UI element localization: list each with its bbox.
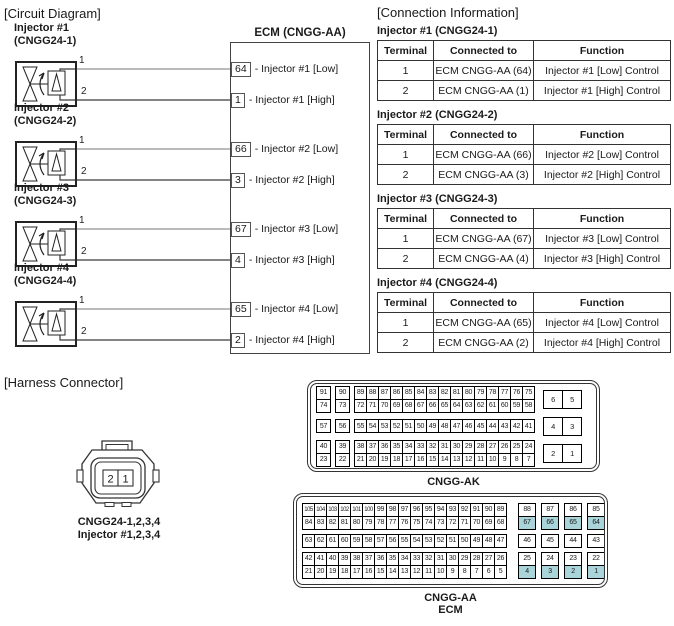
connection-information-title: [Connection Information] <box>377 5 519 20</box>
terminal-1-number: 1 <box>79 295 85 306</box>
ecm-pin-label: - Injector #4 [Low] <box>254 303 339 315</box>
pin-102: 102 <box>338 503 351 517</box>
pin-101: 101 <box>350 503 363 517</box>
pin-18: 18 <box>338 565 351 579</box>
pin-32: 32 <box>426 440 439 454</box>
pin-7: 7 <box>470 565 483 579</box>
pin-1: 1 <box>562 444 582 463</box>
pin-15: 15 <box>374 565 387 579</box>
terminal-1-number: 1 <box>79 215 85 226</box>
pin-69: 69 <box>390 399 403 413</box>
injector-2-label: Injector #2 (CNGG24-2) <box>14 102 77 127</box>
terminal-2-number: 2 <box>81 246 87 257</box>
pin-48: 48 <box>482 534 495 548</box>
pin-35: 35 <box>390 440 403 454</box>
pin-41: 41 <box>522 419 535 433</box>
pin-59: 59 <box>350 534 363 548</box>
table-heading: Injector #4 (CNGG24-4) <box>377 277 498 289</box>
pin-66: 66 <box>426 399 439 413</box>
pin-34: 34 <box>402 440 415 454</box>
pin-21: 21 <box>354 453 367 467</box>
pin-38: 38 <box>350 552 363 566</box>
injector-symbol <box>17 143 75 185</box>
pin-47: 47 <box>494 534 507 548</box>
pin-46: 46 <box>462 419 475 433</box>
table-row: 2 ECM CNGG-AA (1) Injector #1 [High] Control <box>378 81 671 101</box>
pin-83: 83 <box>426 386 439 400</box>
pin-43: 43 <box>498 419 511 433</box>
pin-58: 58 <box>522 399 535 413</box>
pin-81: 81 <box>338 516 351 530</box>
circuit-diagram-title: [Circuit Diagram] <box>4 6 101 21</box>
pin-2: 2 <box>543 444 563 463</box>
pin-103: 103 <box>326 503 339 517</box>
pin-36: 36 <box>374 552 387 566</box>
connection-table <box>377 208 671 269</box>
pin-67: 67 <box>414 399 427 413</box>
pin-5: 5 <box>562 390 582 409</box>
cngg-aa-grid <box>296 496 605 585</box>
pin-9: 9 <box>498 453 511 467</box>
pin-59: 59 <box>510 399 523 413</box>
pin-28: 28 <box>470 552 483 566</box>
pin-71: 71 <box>458 516 471 530</box>
harness-pin-1: 1 <box>122 473 129 486</box>
pin-34: 34 <box>398 552 411 566</box>
pin-77: 77 <box>386 516 399 530</box>
ecm-pin-row <box>231 61 338 77</box>
pin-29: 29 <box>458 552 471 566</box>
pin-19: 19 <box>378 453 391 467</box>
pin-45: 45 <box>474 419 487 433</box>
ecm-pin-number: 67 <box>231 222 251 237</box>
pin-22: 22 <box>335 453 350 467</box>
column-header: Terminal <box>378 209 434 229</box>
pin-92: 92 <box>458 503 471 517</box>
pin-79: 79 <box>362 516 375 530</box>
pin-26: 26 <box>494 552 507 566</box>
injector-symbol <box>17 223 75 265</box>
pin-35: 35 <box>386 552 399 566</box>
pin-14: 14 <box>438 453 451 467</box>
pin-67: 67 <box>518 516 536 530</box>
pin-65: 65 <box>564 516 582 530</box>
pin-13: 13 <box>398 565 411 579</box>
pin-45: 45 <box>541 534 559 548</box>
pin-90: 90 <box>335 386 350 400</box>
connection-table <box>377 40 671 101</box>
pin-31: 31 <box>438 440 451 454</box>
pin-86: 86 <box>390 386 403 400</box>
pin-81: 81 <box>450 386 463 400</box>
pin-2: 2 <box>564 565 582 579</box>
pin-95: 95 <box>422 503 435 517</box>
injector-4-symbol-box <box>15 301 77 347</box>
injector-3-label: Injector #3 (CNGG24-3) <box>14 182 77 207</box>
cngg-aa-sublabel: ECM <box>438 604 463 616</box>
pin-47: 47 <box>450 419 463 433</box>
column-header: Connected to <box>434 209 534 229</box>
pin-33: 33 <box>410 552 423 566</box>
connection-table-block-4 <box>377 277 670 353</box>
table-row: 2 ECM CNGG-AA (4) Injector #3 [High] Control <box>378 249 671 269</box>
table-row: 2 ECM CNGG-AA (3) Injector #2 [High] Control <box>378 165 671 185</box>
pin-6: 6 <box>482 565 495 579</box>
column-header: Function <box>534 209 671 229</box>
ecm-pin-label: - Injector #1 [Low] <box>254 63 339 75</box>
pin-72: 72 <box>446 516 459 530</box>
ecm-pin-label: - Injector #3 [Low] <box>254 223 339 235</box>
harness-pin-2: 2 <box>107 473 114 486</box>
injector-2-symbol-box <box>15 141 77 187</box>
injector-symbol <box>17 63 75 105</box>
pin-97: 97 <box>398 503 411 517</box>
table-row: 1 ECM CNGG-AA (67) Injector #3 [Low] Control <box>378 229 671 249</box>
pin-26: 26 <box>498 440 511 454</box>
pin-25: 25 <box>518 552 536 566</box>
pin-8: 8 <box>458 565 471 579</box>
pin-61: 61 <box>326 534 339 548</box>
column-header: Connected to <box>434 293 534 313</box>
pin-78: 78 <box>374 516 387 530</box>
pin-23: 23 <box>316 453 331 467</box>
pin-11: 11 <box>422 565 435 579</box>
pin-72: 72 <box>354 399 367 413</box>
ecm-title: ECM (CNGG-AA) <box>254 27 346 39</box>
pin-31: 31 <box>434 552 447 566</box>
pin-1: 1 <box>587 565 605 579</box>
pin-80: 80 <box>350 516 363 530</box>
column-header: Function <box>534 293 671 313</box>
pin-9: 9 <box>446 565 459 579</box>
pin-40: 40 <box>316 440 331 454</box>
ecm-pin-row <box>231 141 338 157</box>
pin-76: 76 <box>510 386 523 400</box>
table-row: 2 ECM CNGG-AA (2) Injector #4 [High] Control <box>378 333 671 353</box>
pin-51: 51 <box>402 419 415 433</box>
ecm-pin-number: 65 <box>231 302 251 317</box>
pin-84: 84 <box>414 386 427 400</box>
pin-84: 84 <box>302 516 315 530</box>
pin-42: 42 <box>302 552 315 566</box>
injector-1-symbol-box <box>15 61 77 107</box>
pin-70: 70 <box>378 399 391 413</box>
pin-54: 54 <box>410 534 423 548</box>
pin-11: 11 <box>474 453 487 467</box>
pin-98: 98 <box>386 503 399 517</box>
pin-94: 94 <box>434 503 447 517</box>
connection-table-block-3 <box>377 193 670 269</box>
ecm-pin-label: - Injector #2 [High] <box>248 174 335 186</box>
ecm-pin-number: 4 <box>231 253 245 268</box>
pin-4: 4 <box>543 417 563 436</box>
pin-3: 3 <box>541 565 559 579</box>
pin-83: 83 <box>314 516 327 530</box>
pin-10: 10 <box>486 453 499 467</box>
pin-85: 85 <box>402 386 415 400</box>
pin-80: 80 <box>462 386 475 400</box>
ecm-pin-row <box>231 301 338 317</box>
pin-64: 64 <box>450 399 463 413</box>
ecm-pin-row <box>231 221 338 237</box>
pin-30: 30 <box>446 552 459 566</box>
pin-87: 87 <box>541 503 559 517</box>
pin-64: 64 <box>587 516 605 530</box>
terminal-2-number: 2 <box>81 166 87 177</box>
pin-40: 40 <box>326 552 339 566</box>
pin-105: 105 <box>302 503 315 517</box>
pin-42: 42 <box>510 419 523 433</box>
pin-57: 57 <box>316 419 331 433</box>
pin-62: 62 <box>474 399 487 413</box>
pin-56: 56 <box>386 534 399 548</box>
pin-15: 15 <box>426 453 439 467</box>
cngg-aa-connector <box>293 493 608 588</box>
pin-89: 89 <box>354 386 367 400</box>
pin-62: 62 <box>314 534 327 548</box>
connection-table <box>377 124 671 185</box>
terminal-1-number: 1 <box>79 55 85 66</box>
pin-65: 65 <box>438 399 451 413</box>
pin-56: 56 <box>335 419 350 433</box>
column-header: Function <box>534 125 671 145</box>
pin-27: 27 <box>486 440 499 454</box>
ecm-pin-row <box>231 92 335 108</box>
pin-4: 4 <box>518 565 536 579</box>
table-heading: Injector #1 (CNGG24-1) <box>377 25 498 37</box>
ecm-pin-number: 66 <box>231 142 251 157</box>
pin-104: 104 <box>314 503 327 517</box>
pin-100: 100 <box>362 503 375 517</box>
pin-3: 3 <box>562 417 582 436</box>
pin-93: 93 <box>446 503 459 517</box>
pin-41: 41 <box>314 552 327 566</box>
cngg-ak-label: CNGG-AK <box>427 476 480 488</box>
injector-4-label: Injector #4 (CNGG24-4) <box>14 262 77 287</box>
pin-70: 70 <box>470 516 483 530</box>
connection-table-block-1 <box>377 25 670 101</box>
pin-55: 55 <box>354 419 367 433</box>
pin-87: 87 <box>378 386 391 400</box>
pin-77: 77 <box>498 386 511 400</box>
column-header: Terminal <box>378 41 434 61</box>
ecm-pin-label: - Injector #1 [High] <box>248 94 335 106</box>
pin-89: 89 <box>494 503 507 517</box>
pin-71: 71 <box>366 399 379 413</box>
pin-91: 91 <box>470 503 483 517</box>
pin-39: 39 <box>338 552 351 566</box>
pin-17: 17 <box>402 453 415 467</box>
pin-99: 99 <box>374 503 387 517</box>
pin-50: 50 <box>458 534 471 548</box>
pin-88: 88 <box>518 503 536 517</box>
pin-49: 49 <box>470 534 483 548</box>
column-header: Function <box>534 41 671 61</box>
harness-connector-drawing <box>76 438 160 512</box>
pin-82: 82 <box>326 516 339 530</box>
ecm-pin-label: - Injector #2 [Low] <box>254 143 339 155</box>
pin-90: 90 <box>482 503 495 517</box>
pin-88: 88 <box>366 386 379 400</box>
pin-10: 10 <box>434 565 447 579</box>
column-header: Terminal <box>378 293 434 313</box>
pin-7: 7 <box>522 453 535 467</box>
ecm-pin-label: - Injector #3 [High] <box>248 254 335 266</box>
ecm-pin-row <box>231 332 335 348</box>
terminal-1-number: 1 <box>79 135 85 146</box>
pin-37: 37 <box>362 552 375 566</box>
pin-38: 38 <box>354 440 367 454</box>
pin-20: 20 <box>314 565 327 579</box>
column-header: Connected to <box>434 41 534 61</box>
pin-74: 74 <box>422 516 435 530</box>
pin-44: 44 <box>486 419 499 433</box>
pin-51: 51 <box>446 534 459 548</box>
pin-55: 55 <box>398 534 411 548</box>
pin-48: 48 <box>438 419 451 433</box>
column-header: Connected to <box>434 125 534 145</box>
connection-table <box>377 292 671 353</box>
pin-23: 23 <box>564 552 582 566</box>
injector-symbol <box>17 303 75 345</box>
pin-12: 12 <box>462 453 475 467</box>
pin-50: 50 <box>414 419 427 433</box>
pin-60: 60 <box>498 399 511 413</box>
pin-69: 69 <box>482 516 495 530</box>
table-row: 1 ECM CNGG-AA (64) Injector #1 [Low] Control <box>378 61 671 81</box>
pin-22: 22 <box>587 552 605 566</box>
pin-60: 60 <box>338 534 351 548</box>
pin-19: 19 <box>326 565 339 579</box>
pin-58: 58 <box>362 534 375 548</box>
ecm-pin-row <box>231 172 335 188</box>
pin-13: 13 <box>450 453 463 467</box>
pin-91: 91 <box>316 386 331 400</box>
pin-68: 68 <box>402 399 415 413</box>
pin-63: 63 <box>302 534 315 548</box>
ecm-pin-number: 2 <box>231 333 245 348</box>
pin-6: 6 <box>543 390 563 409</box>
pin-20: 20 <box>366 453 379 467</box>
harness-connector-title: [Harness Connector] <box>4 375 124 390</box>
pin-54: 54 <box>366 419 379 433</box>
pin-32: 32 <box>422 552 435 566</box>
pin-61: 61 <box>486 399 499 413</box>
terminal-2-number: 2 <box>81 86 87 97</box>
pin-29: 29 <box>462 440 475 454</box>
pin-78: 78 <box>486 386 499 400</box>
ecm-pin-row <box>231 252 335 268</box>
pin-96: 96 <box>410 503 423 517</box>
pin-25: 25 <box>510 440 523 454</box>
pin-44: 44 <box>564 534 582 548</box>
pin-76: 76 <box>398 516 411 530</box>
pin-18: 18 <box>390 453 403 467</box>
pin-49: 49 <box>426 419 439 433</box>
table-row: 1 ECM CNGG-AA (66) Injector #2 [Low] Control <box>378 145 671 165</box>
pin-16: 16 <box>414 453 427 467</box>
pin-12: 12 <box>410 565 423 579</box>
column-header: Terminal <box>378 125 434 145</box>
ecm-pin-label: - Injector #4 [High] <box>248 334 335 346</box>
pin-8: 8 <box>510 453 523 467</box>
pin-57: 57 <box>374 534 387 548</box>
injector-1-label: Injector #1 (CNGG24-1) <box>14 22 77 47</box>
table-heading: Injector #2 (CNGG24-2) <box>377 109 498 121</box>
cngg-ak-grid <box>310 383 597 469</box>
ecm-pin-number: 3 <box>231 173 245 188</box>
injector-3-symbol-box <box>15 221 77 267</box>
pin-16: 16 <box>362 565 375 579</box>
pin-73: 73 <box>335 399 350 413</box>
pin-75: 75 <box>522 386 535 400</box>
pin-85: 85 <box>587 503 605 517</box>
table-row: 1 ECM CNGG-AA (65) Injector #4 [Low] Control <box>378 313 671 333</box>
pin-14: 14 <box>386 565 399 579</box>
pin-53: 53 <box>422 534 435 548</box>
pin-66: 66 <box>541 516 559 530</box>
pin-46: 46 <box>518 534 536 548</box>
pin-36: 36 <box>378 440 391 454</box>
pin-52: 52 <box>434 534 447 548</box>
pin-39: 39 <box>335 440 350 454</box>
pin-79: 79 <box>474 386 487 400</box>
harness-caption: CNGG24-1,2,3,4 Injector #1,2,3,4 <box>77 516 161 541</box>
connection-table-block-2 <box>377 109 670 185</box>
pin-17: 17 <box>350 565 363 579</box>
pin-33: 33 <box>414 440 427 454</box>
pin-68: 68 <box>494 516 507 530</box>
pin-43: 43 <box>587 534 605 548</box>
cngg-ak-connector <box>307 380 600 472</box>
cngg-aa-label: CNGG-AA ECM <box>293 592 608 616</box>
pin-5: 5 <box>494 565 507 579</box>
pin-86: 86 <box>564 503 582 517</box>
pin-28: 28 <box>474 440 487 454</box>
pin-82: 82 <box>438 386 451 400</box>
pin-27: 27 <box>482 552 495 566</box>
pin-30: 30 <box>450 440 463 454</box>
pin-37: 37 <box>366 440 379 454</box>
ecm-pin-number: 1 <box>231 93 245 108</box>
pin-73: 73 <box>434 516 447 530</box>
ecm-pin-number: 64 <box>231 62 251 77</box>
pin-75: 75 <box>410 516 423 530</box>
table-heading: Injector #3 (CNGG24-3) <box>377 193 498 205</box>
pin-24: 24 <box>522 440 535 454</box>
pin-24: 24 <box>541 552 559 566</box>
terminal-2-number: 2 <box>81 326 87 337</box>
pin-63: 63 <box>462 399 475 413</box>
pin-52: 52 <box>390 419 403 433</box>
pin-74: 74 <box>316 399 331 413</box>
pin-53: 53 <box>378 419 391 433</box>
pin-21: 21 <box>302 565 315 579</box>
